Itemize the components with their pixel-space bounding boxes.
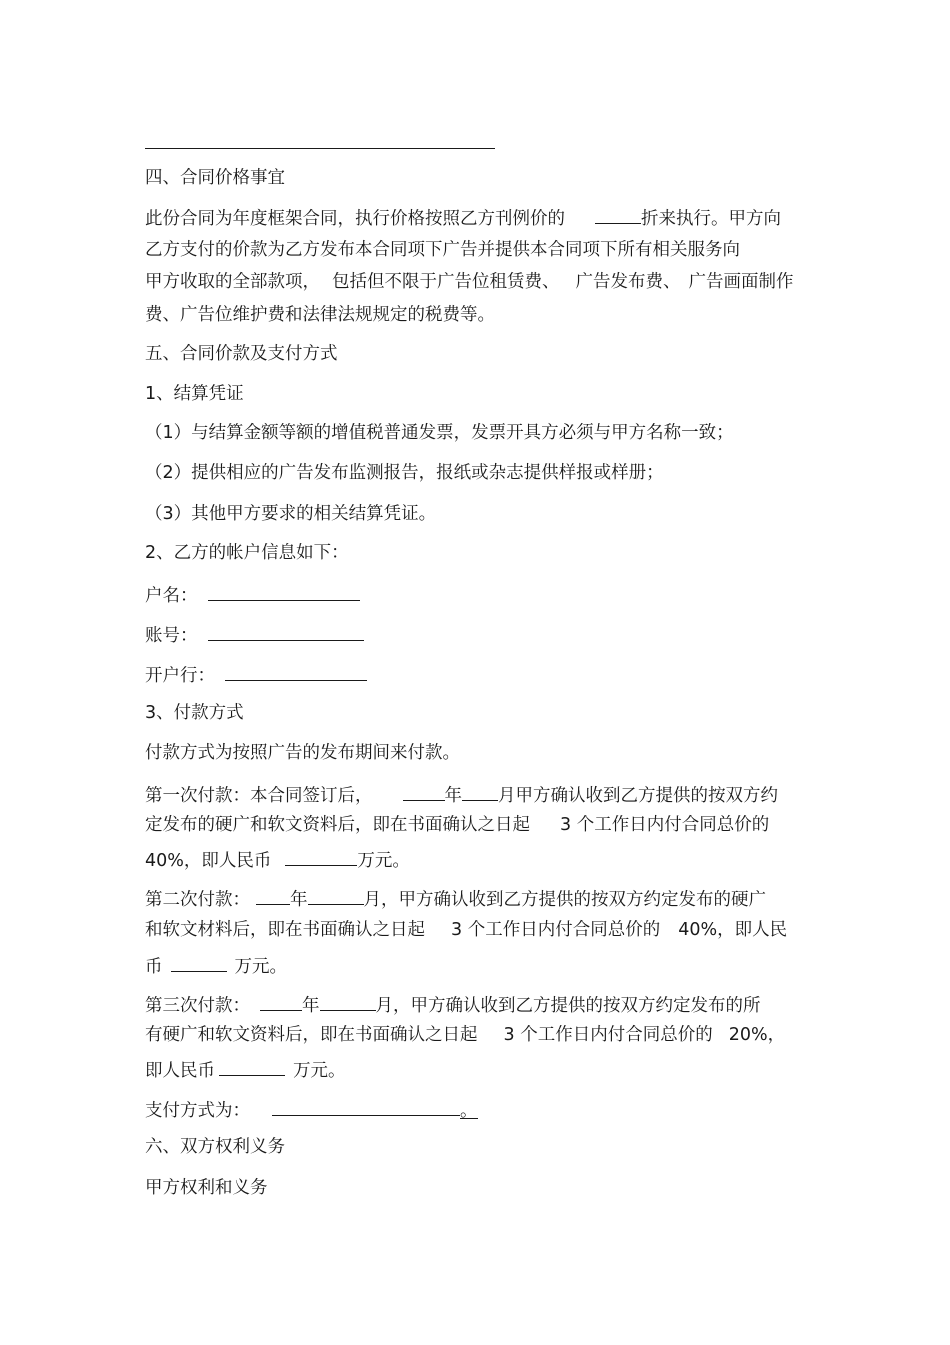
third-payment-line-1 (145, 991, 761, 1015)
payment-method-blank[interactable] (272, 1096, 460, 1116)
price-paragraph-line-1 (145, 204, 781, 228)
top-rule (145, 148, 495, 149)
text: 此份合同为年度框架合同，执行价格按照乙方刊例价的 (145, 209, 565, 229)
first-payment-line-3 (145, 846, 410, 870)
text: 第一次付款：本合同签订后， (145, 786, 373, 806)
text: 万元。 (234, 957, 287, 977)
text: 3 个工作日内付合同总价的 (560, 815, 770, 835)
second-year-blank[interactable] (256, 885, 290, 905)
text: 有硬广和软文资料后，即在书面确认之日起 (145, 1025, 478, 1045)
text: 包括但不限于广告位租赁费、 (332, 272, 560, 292)
discount-blank[interactable] (595, 204, 641, 224)
text: 和软文材料后，即在书面确认之日起 (145, 920, 425, 940)
account-name-blank[interactable] (208, 581, 360, 601)
text: 40%，即人民 (678, 920, 788, 940)
bank-label: 开户行： (145, 666, 215, 686)
text: 月，甲方确认收到乙方提供的按双方约定发布的硬广 (363, 890, 766, 910)
settlement-item-3: （3）其他甲方要求的相关结算凭证。 (145, 504, 437, 524)
settlement-item-1: （1）与结算金额等额的增值税普通发票，发票开具方必须与甲方名称一致； (145, 423, 734, 443)
party-a-rights-heading: 甲方权利和义务 (145, 1178, 268, 1198)
third-year-blank[interactable] (260, 991, 302, 1011)
text: 3 个工作日内付合同总价的 (451, 920, 661, 940)
account-number-blank[interactable] (208, 621, 364, 641)
section-heading-price: 四、合同价格事宜 (145, 168, 285, 188)
second-month-blank[interactable] (308, 885, 364, 905)
settlement-heading: 1、结算凭证 (145, 384, 244, 404)
payment-method-end: 。 (460, 1101, 478, 1121)
account-name-row (145, 581, 360, 605)
second-payment-line-1 (145, 885, 766, 909)
first-month-blank[interactable] (462, 781, 498, 801)
third-month-blank[interactable] (320, 991, 376, 1011)
first-amount-blank[interactable] (285, 846, 357, 866)
settlement-item-2: （2）提供相应的广告发布监测报告，报纸或杂志提供样报或样册； (145, 463, 664, 483)
text: 年 (444, 786, 462, 806)
section-heading-rights: 六、双方权利义务 (145, 1137, 285, 1157)
bank-row (145, 661, 367, 685)
payment-method-heading: 3、付款方式 (145, 703, 244, 723)
text: 第二次付款： (145, 890, 250, 910)
text: 月，甲方确认收到乙方提供的按双方约定发布的所 (375, 996, 761, 1016)
payment-method-label: 支付方式为： (145, 1101, 250, 1121)
text: 万元。 (293, 1061, 346, 1081)
account-name-label: 户名： (145, 586, 198, 606)
text: 年 (290, 890, 308, 910)
text: 万元。 (357, 851, 410, 871)
account-number-label: 账号： (145, 626, 198, 646)
first-year-blank[interactable] (403, 781, 445, 801)
account-info-heading: 2、乙方的帐户信息如下： (145, 543, 349, 563)
price-paragraph-line-2: 乙方支付的价款为乙方发布本合同项下广告并提供本合同项下所有相关服务向 (145, 240, 740, 260)
text: 广告画面制作 (688, 272, 794, 292)
first-payment-line-1 (145, 781, 778, 805)
section-heading-payment: 五、合同价款及支付方式 (145, 344, 338, 364)
third-payment-line-2 (145, 1023, 785, 1047)
text: 币 (145, 957, 163, 977)
account-number-row (145, 621, 364, 645)
text: 即人民币 (145, 1061, 215, 1081)
payment-method-row (145, 1096, 478, 1120)
payment-intro: 付款方式为按照广告的发布期间来付款。 (145, 743, 460, 763)
text: 40%，即人民币 (145, 851, 272, 871)
second-payment-line-3 (145, 952, 287, 976)
text: 甲方收取的全部款项， (145, 272, 320, 292)
text: 定发布的硬广和软文资料后，即在书面确认之日起 (145, 815, 530, 835)
third-amount-blank[interactable] (219, 1056, 285, 1076)
third-payment-line-3 (145, 1056, 346, 1080)
first-payment-line-2 (145, 813, 769, 837)
text: 年 (302, 996, 320, 1016)
bank-blank[interactable] (225, 661, 367, 681)
text: 折来执行。甲方向 (641, 209, 781, 229)
text: 月甲方确认收到乙方提供的按双方约 (498, 786, 778, 806)
text: 第三次付款： (145, 996, 250, 1016)
text: 广告发布费、 (575, 272, 681, 292)
text: 20%， (728, 1025, 786, 1045)
second-payment-line-2 (145, 918, 787, 942)
second-amount-blank[interactable] (171, 952, 227, 972)
price-paragraph-line-4: 费、广告位维护费和法律法规规定的税费等。 (145, 305, 495, 325)
text: 3 个工作日内付合同总价的 (503, 1025, 713, 1045)
price-paragraph-line-3 (145, 270, 794, 294)
